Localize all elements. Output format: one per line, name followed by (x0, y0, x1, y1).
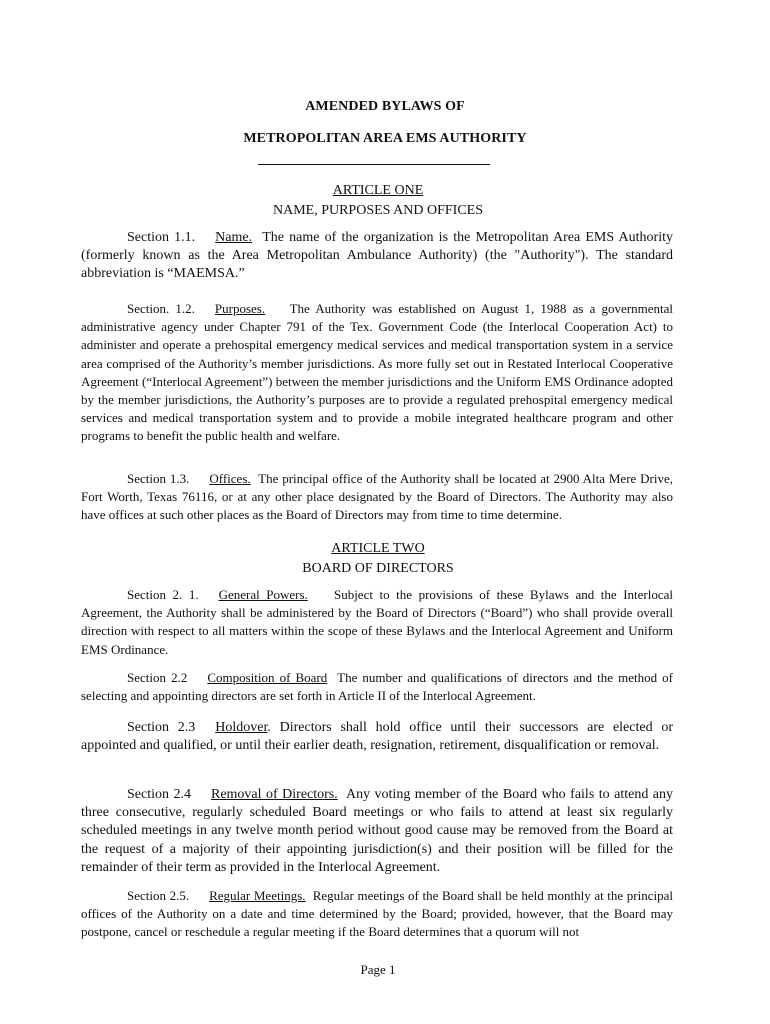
section-1-1 (81, 229, 673, 284)
section-title: Purposes. (214, 301, 266, 316)
section-text: . Directors shall hold office until their successors are elected or appointed and qualified, or until their earlier death, resignation, retirement, disqualification or removal. (81, 720, 673, 754)
document-title-line2: METROPOLITAN AREA EMS AUTHORITY (243, 131, 527, 146)
section-text: The number and qualifications of directors and the method of selecting and appointing directors are set forth in Article II of the Interlocal Agreement. (81, 670, 674, 704)
section-text: Subject to the provisions of these Bylaws and the Interlocal Agreement, the Authority shall be administered by the Board of Directors (“Board”) who shall provide overall direction with respect to all matters within the scope of these Bylaws and the Interlocal Agreement and Uniform EMS Ordinance. (81, 587, 674, 657)
section-2-5 (81, 887, 673, 942)
section-number: Section 2.2 (127, 670, 188, 685)
section-number: Section 2.5. (127, 888, 190, 903)
article-two-label: ARTICLE TWO (331, 541, 425, 556)
section-2-4 (81, 786, 673, 877)
title-divider (258, 164, 490, 165)
section-text: The name of the organization is the Metropolitan Area EMS Authority (formerly known as the Area Metropolitan Ambulance Authority) (the "Authority"). The standard abbreviation is “MAEMSA.” (81, 230, 673, 282)
section-title: Offices. (209, 471, 251, 486)
section-title: Composition of Board (207, 670, 328, 685)
section-title: Name. (215, 230, 253, 245)
section-title: General Powers. (218, 587, 308, 602)
document-title-line1: AMENDED BYLAWS OF (305, 99, 465, 114)
section-2-3 (81, 719, 673, 755)
section-title: Holdover (215, 720, 268, 735)
section-title: Removal of Directors. (210, 787, 338, 802)
section-number: Section 1.1. (127, 230, 196, 245)
article-one-heading: NAME, PURPOSES AND OFFICES (272, 203, 484, 218)
article-two-heading: BOARD OF DIRECTORS (302, 561, 454, 576)
section-text: Regular meetings of the Board shall be held monthly at the principal offices of the Authority on a date and time determined by the Board; provided, however, that the Board may postpone, cancel or reschedule a regular meeting if the Board determines that a quorum will not (81, 888, 674, 940)
section-1-3 (81, 470, 673, 525)
section-number: Section. 1.2. (127, 301, 195, 316)
article-one-label: ARTICLE ONE (332, 183, 424, 198)
section-number: Section 2.3 (127, 720, 196, 735)
section-text: Any voting member of the Board who fails to attend any three consecutive, regularly scheduled Board meetings or who fails to attend at least six regularly scheduled meetings in any twelve month period without good cause may be removed from the Board at the request of a majority of their appointing jurisdiction(s) and their position will be filled for the remainder of their term as provided in the Interlocal Agreement. (81, 787, 674, 875)
section-text: The principal office of the Authority shall be located at 2900 Alta Mere Drive, Fort Worth, Texas 76116, or at any other place designated by the Board of Directors. The Authority may also have offices at such other places as the Board of Directors may from time to time determine. (81, 471, 674, 523)
section-number: Section 2. 1. (127, 587, 199, 602)
section-2-2 (81, 669, 673, 705)
section-2-1 (81, 586, 673, 659)
section-1-2 (81, 300, 673, 446)
section-text: The Authority was established on August 1, 1988 as a governmental administrative agency under Chapter 791 of the Tex. Government Code (the Interlocal Cooperation Act) to administer and operate a prehospital emergency medical services and medical transportation system in a service area comprised of the Authority’s member jurisdictions. As more fully set out in Restated Interlocal Cooperative Agreement (“Interlocal Agreement”) between the member jurisdictions and the Uniform EMS Ordinance adopted by the member jurisdictions, the Authority’s purposes are to provide a regulated prehospital emergency medical services and medical transportation system and to provide a mobile integrated healthcare program and other programs to benefit the public health and welfare. (81, 301, 673, 444)
section-number: Section 1.3. (127, 471, 190, 486)
section-number: Section 2.4 (127, 787, 191, 802)
section-title: Regular Meetings. (209, 888, 306, 903)
page-number: Page 1 (360, 962, 396, 977)
